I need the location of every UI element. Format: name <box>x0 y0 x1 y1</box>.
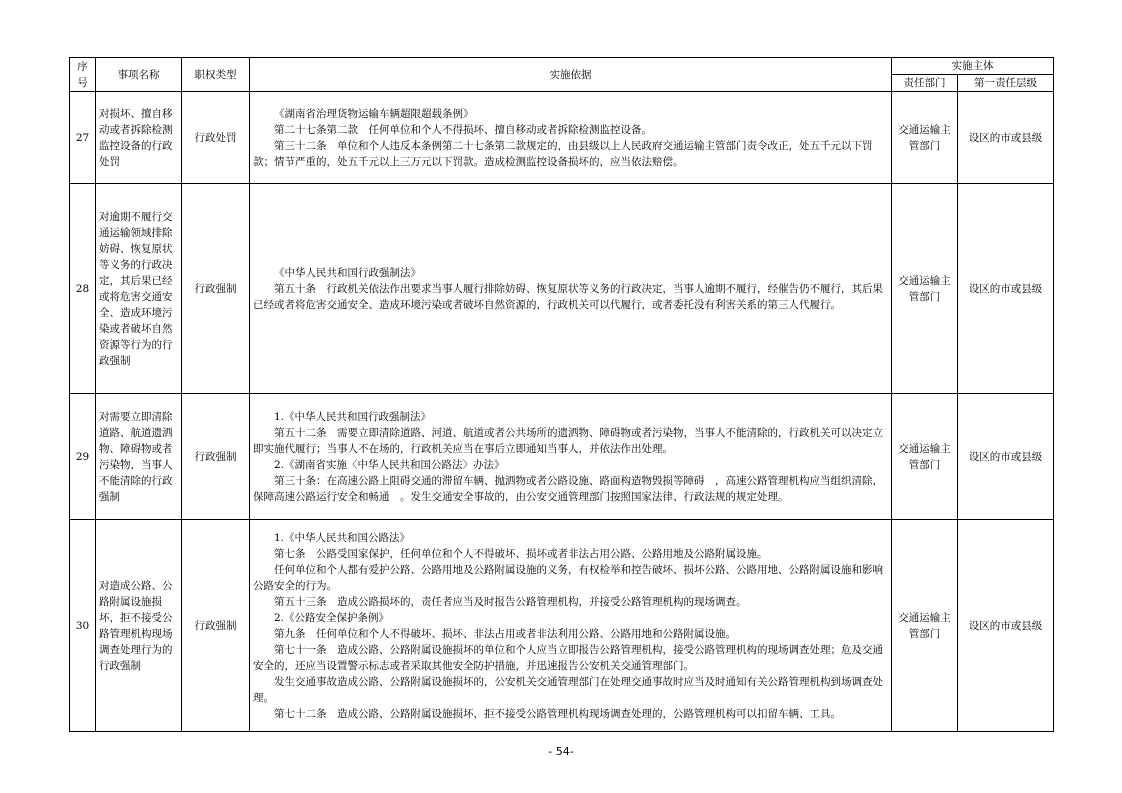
responsibility-level: 设区的市或县级 <box>958 394 1054 520</box>
basis-line: 第三十条：在高速公路上阻碍交通的滞留车辆、抛洒物或者公路设施、路面构造物毁损等障碍 ，高速公路管理机构应当组织清除，保障高速公路运行安全和畅通 。发生交通安全事故的，由公安交通管理部门按照国家法律、行政法规的规定处理。 <box>253 474 883 503</box>
responsible-dept: 交通运输主管部门 <box>892 520 958 732</box>
table-row <box>70 184 1054 394</box>
responsible-dept: 交通运输主管部门 <box>892 184 958 394</box>
header-level: 第一责任层级 <box>958 75 1054 92</box>
basis-line: 第五十二条 需要立即清除道路、河道、航道或者公共场所的遗洒物、障碍物或者污染物，当事人不能清除的，行政机关可以决定立即实施代履行；当事人不在场的，行政机关应当在事后立即通知当事人，并依法作出处理。 <box>253 426 883 455</box>
row-number: 27 <box>70 92 96 184</box>
basis-line: 发生交通事故造成公路、公路附属设施损坏的，公安机关交通管理部门在处理交通事故时应当及时通知有关公路管理机构到场调查处理。 <box>253 675 883 704</box>
basis-line: 第九条 任何单位和个人不得破坏、损坏、非法占用或者非法利用公路、公路用地和公路附属设施。 <box>274 627 736 640</box>
basis-line: 第五十条 行政机关依法作出要求当事人履行排除妨碍、恢复原状等义务的行政决定，当事人逾期不履行，经催告仍不履行，其后果已经或者将危害交通安全、造成环境污染或者破坏自然资源的，行政机关可以代履行，或者委托没有利害关系的第三人代履行。 <box>253 282 883 311</box>
header-dept: 责任部门 <box>892 75 958 92</box>
basis-line: 2.《湖南省实施〈中华人民共和国公路法〉办法》 <box>274 458 505 471</box>
table-row <box>70 92 1054 184</box>
responsibility-level: 设区的市或县级 <box>958 184 1054 394</box>
basis-line: 《中华人民共和国行政强制法》 <box>274 266 421 279</box>
power-type: 行政处罚 <box>182 92 250 184</box>
basis-line: 第七条 公路受国家保护，任何单位和个人不得破坏、损坏或者非法占用公路、公路用地及公路附属设施。 <box>274 547 768 560</box>
item-name: 对造成公路、公路附属设施损坏，拒不接受公路管理机构现场调查处理行为的行政强制 <box>96 520 182 732</box>
page-number: - 54- <box>548 745 574 758</box>
responsible-dept: 交通运输主管部门 <box>892 394 958 520</box>
header-seq: 序号 <box>70 58 96 92</box>
item-name: 对损坏、擅自移动或者拆除检测监控设备的行政处罚 <box>96 92 182 184</box>
legal-basis <box>250 184 892 394</box>
basis-line: 第七十一条 造成公路、公路附属设施损坏的单位和个人应当立即报告公路管理机构，接受公路管理机构的现场调查处理；危及交通安全的，还应当设置警示标志或者采取其他安全防护措施，并迅速报告公安机关交通管理部门。 <box>253 643 883 672</box>
responsibility-level: 设区的市或县级 <box>958 520 1054 732</box>
basis-line: 《湖南省治理货物运输车辆超限超载条例》 <box>274 107 474 120</box>
header-name: 事项名称 <box>96 58 182 92</box>
basis-line: 第七十二条 造成公路、公路附属设施损坏，拒不接受公路管理机构现场调查处理的，公路管理机构可以扣留车辆、工具。 <box>274 707 841 720</box>
row-number: 29 <box>70 394 96 520</box>
header-type: 职权类型 <box>182 58 250 92</box>
power-type: 行政强制 <box>182 520 250 732</box>
legal-basis <box>250 92 892 184</box>
basis-line: 第三十二条 单位和个人违反本条例第二十七条第二款规定的，由县级以上人民政府交通运输主管部门责令改正，处五千元以下罚款；情节严重的，处五千元以上三万元以下罚款。造成检测监控设备损坏的，应当依法赔偿。 <box>253 139 873 168</box>
power-type: 行政强制 <box>182 394 250 520</box>
basis-line: 任何单位和个人都有爱护公路、公路用地及公路附属设施的义务，有权检举和控告破坏、损坏公路、公路用地、公路附属设施和影响公路安全的行为。 <box>253 563 883 592</box>
basis-line: 第五十三条 造成公路损坏的，责任者应当及时报告公路管理机构，并接受公路管理机构的现场调查。 <box>274 595 747 608</box>
enforcement-table <box>69 57 1054 732</box>
header-basis: 实施依据 <box>250 58 892 92</box>
basis-line: 2.《公路安全保护条例》 <box>274 611 390 624</box>
row-number: 30 <box>70 520 96 732</box>
legal-basis <box>250 394 892 520</box>
power-type: 行政强制 <box>182 184 250 394</box>
header-subject: 实施主体 <box>892 58 1054 75</box>
item-name: 对需要立即清除道路、航道遗洒物、障碍物或者污染物，当事人不能清除的行政强制 <box>96 394 182 520</box>
table-row <box>70 520 1054 732</box>
basis-line: 1.《中华人民共和国公路法》 <box>274 531 411 544</box>
table-row <box>70 394 1054 520</box>
responsible-dept: 交通运输主管部门 <box>892 92 958 184</box>
legal-basis <box>250 520 892 732</box>
basis-line: 1.《中华人民共和国行政强制法》 <box>274 410 432 423</box>
item-name: 对逾期不履行交通运输领域排除妨碍、恢复原状等义务的行政决定，其后果已经或将危害交通安全、造成环境污染或者破坏自然资源等行为的行政强制 <box>96 184 182 394</box>
responsibility-level: 设区的市或县级 <box>958 92 1054 184</box>
row-number: 28 <box>70 184 96 394</box>
basis-line: 第二十七条第二款 任何单位和个人不得损坏、擅自移动或者拆除检测监控设备。 <box>274 123 652 136</box>
